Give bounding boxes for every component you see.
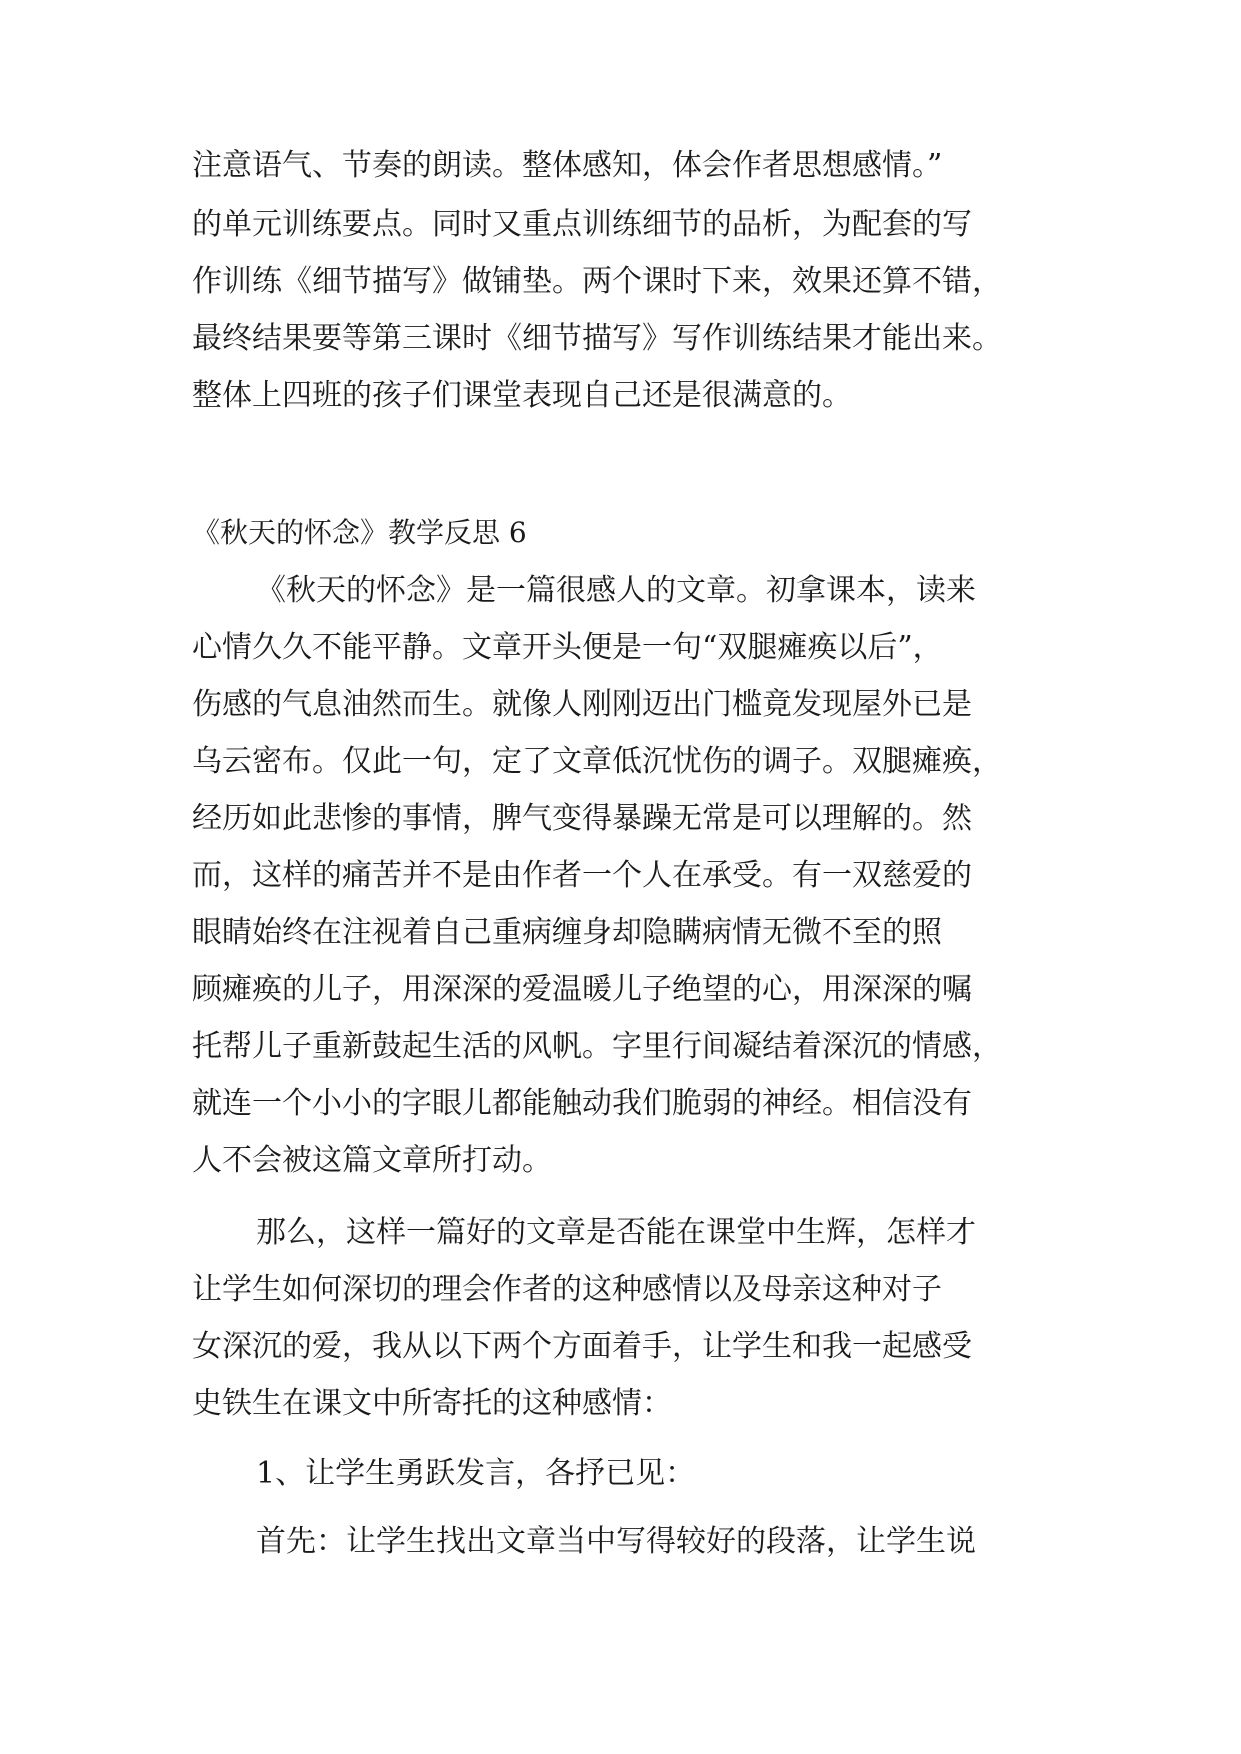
text-line: 史铁生在课文中所寄托的这种感情： <box>192 1386 672 1421</box>
text-line: 眼睛始终在注视着自己重病缠身却隐瞒病情无微不至的照 <box>192 915 942 950</box>
text-line: 乌云密布。仅此一句，定了文章低沉忧伤的调子。双腿瘫痪， <box>192 744 1002 779</box>
text-line: 而，这样的痛苦并不是由作者一个人在承受。有一双慈爱的 <box>192 858 972 893</box>
text-line: 伤感的气息油然而生。就像人刚刚迈出门槛竟发现屋外已是 <box>192 687 972 722</box>
text-line: 就连一个小小的字眼儿都能触动我们脆弱的神经。相信没有 <box>192 1086 972 1121</box>
text-line: 的单元训练要点。同时又重点训练细节的品析，为配套的写 <box>192 207 972 242</box>
text-line: 1、让学生勇跃发言，各抒已见： <box>256 1456 696 1491</box>
text-line: 整体上四班的孩子们课堂表现自己还是很满意的。 <box>192 378 852 413</box>
text-line: 《秋天的怀念》是一篇很感人的文章。初拿课本，读来 <box>256 573 976 608</box>
text-line: 首先：让学生找出文章当中写得较好的段落，让学生说 <box>256 1524 976 1559</box>
text-line: 托帮儿子重新鼓起生活的风帆。字里行间凝结着深沉的情感， <box>192 1029 1002 1064</box>
text-line: 让学生如何深切的理会作者的这种感情以及母亲这种对子 <box>192 1272 942 1307</box>
text-line: 那么，这样一篇好的文章是否能在课堂中生辉，怎样才 <box>256 1215 976 1250</box>
text-line: 最终结果要等第三课时《细节描写》写作训练结果才能出来。 <box>192 321 1002 356</box>
section-heading: 《秋天的怀念》教学反思 6 <box>192 516 527 549</box>
text-line: 作训练《细节描写》做铺垫。两个课时下来，效果还算不错， <box>192 264 1002 299</box>
text-line: 人不会被这篇文章所打动。 <box>192 1143 552 1178</box>
text-line: 注意语气、节奏的朗读。整体感知，体会作者思想感情。” <box>192 148 943 183</box>
text-line: 顾瘫痪的儿子，用深深的爱温暖儿子绝望的心，用深深的嘱 <box>192 972 972 1007</box>
text-line: 心情久久不能平静。文章开头便是一句“双腿瘫痪以后”， <box>192 630 943 665</box>
text-line: 经历如此悲惨的事情，脾气变得暴躁无常是可以理解的。然 <box>192 801 972 836</box>
text-line: 女深沉的爱，我从以下两个方面着手，让学生和我一起感受 <box>192 1329 972 1364</box>
